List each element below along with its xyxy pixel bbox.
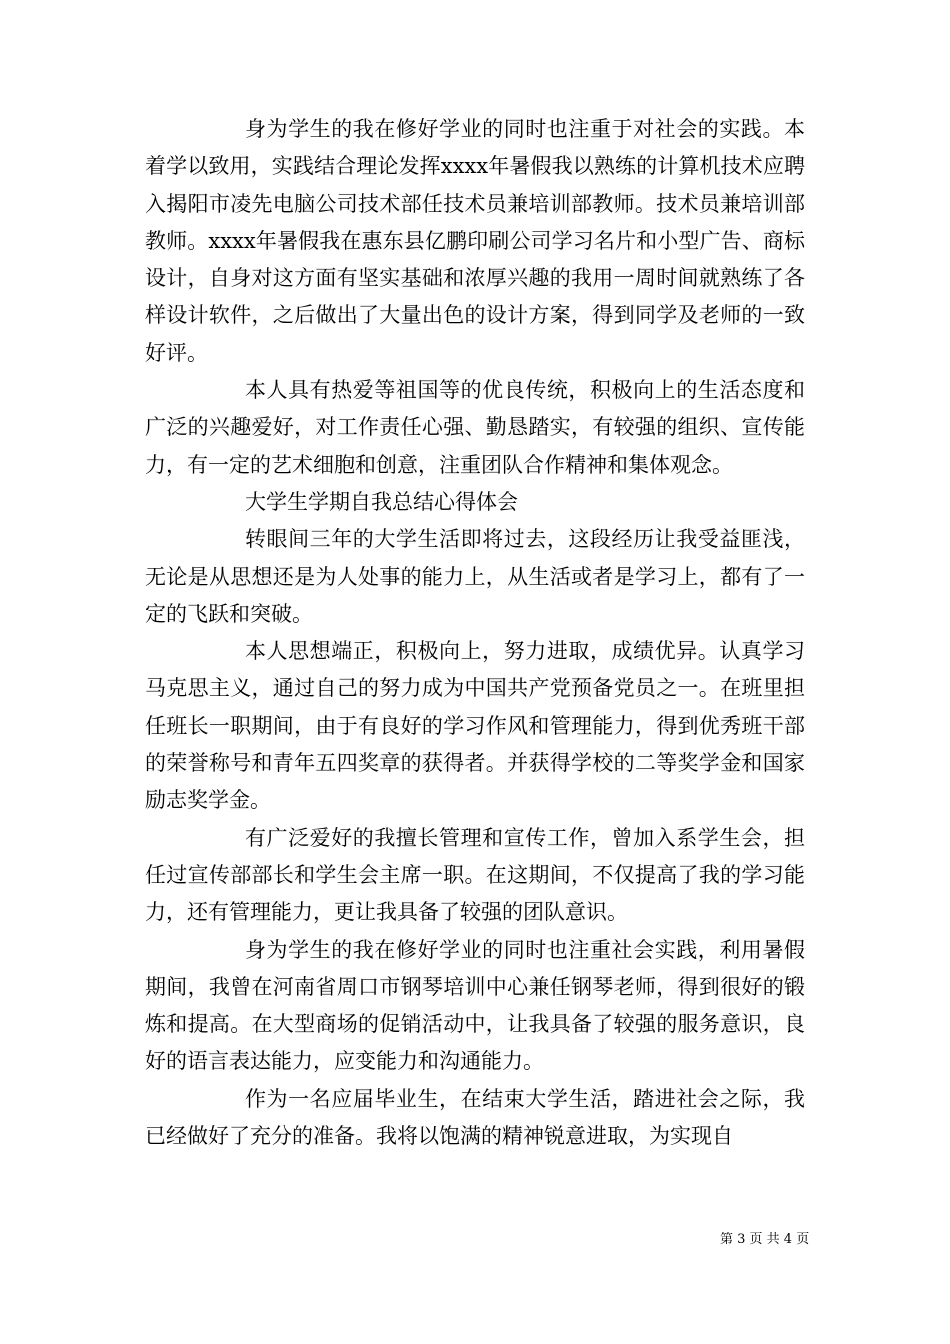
paragraph-social-practice-intro: 身为学生的我在修好学业的同时也注重于对社会的实践。本着学以致用，实践结合理论发挥xxxx年暑假我以熟练的计算机技术应聘入揭阳市凌先电脑公司技术部任技术员兼培训部教师。技术员兼培训部教师。xxxx年暑假我在惠东县亿鹏印刷公司学习名片和小型广告、商标设计，自身对这方面有坚实基础和浓厚兴趣的我用一周时间就熟练了各样设计软件，之后做出了大量出色的设计方案，得到同学及老师的一致好评。 — [145, 117, 805, 365]
paragraph-ideology: 本人思想端正，积极向上，努力进取，成绩优异。认真学习马克思主义，通过自己的努力成为中国共产党预备党员之一。在班里担任班长一职期间，由于有良好的学习作风和管理能力，得到优秀班干部的荣誉称号和青年五四奖章的获得者。并获得学校的二等奖学金和国家励志奖学金。 — [145, 639, 805, 813]
paragraph-student-union: 有广泛爱好的我擅长管理和宣传工作，曾加入系学生会，担任过宣传部部长和学生会主席一职。在这期间，不仅提高了我的学习能力，还有管理能力，更让我具备了较强的团队意识。 — [145, 825, 805, 925]
paragraph-three-years: 转眼间三年的大学生活即将过去，这段经历让我受益匪浅，无论是从思想还是为人处事的能力上，从生活或者是学习上，都有了一定的飞跃和突破。 — [145, 527, 805, 626]
page-number-footer: 第 3 页 共 4 页 — [720, 1232, 810, 1247]
section-heading: 大学生学期自我总结心得体会 — [245, 489, 518, 514]
document-body — [145, 111, 805, 1155]
paragraph-personal-traits: 本人具有热爱等祖国等的优良传统，积极向上的生活态度和广泛的兴趣爱好，对工作责任心强、勤恳踏实，有较强的组织、宣传能力，有一定的艺术细胞和创意，注重团队合作精神和集体观念。 — [145, 378, 805, 477]
paragraph-graduate: 作为一名应届毕业生，在结束大学生活，踏进社会之际，我已经做好了充分的准备。我将以饱满的精神锐意进取，为实现自 — [145, 1086, 805, 1149]
paragraph-summer-practice: 身为学生的我在修好学业的同时也注重社会实践，利用暑假期间，我曾在河南省周口市钢琴培训中心兼任钢琴老师，得到很好的锻炼和提高。在大型商场的促销活动中，让我具备了较强的服务意识，良好的语言表达能力，应变能力和沟通能力。 — [145, 937, 805, 1074]
